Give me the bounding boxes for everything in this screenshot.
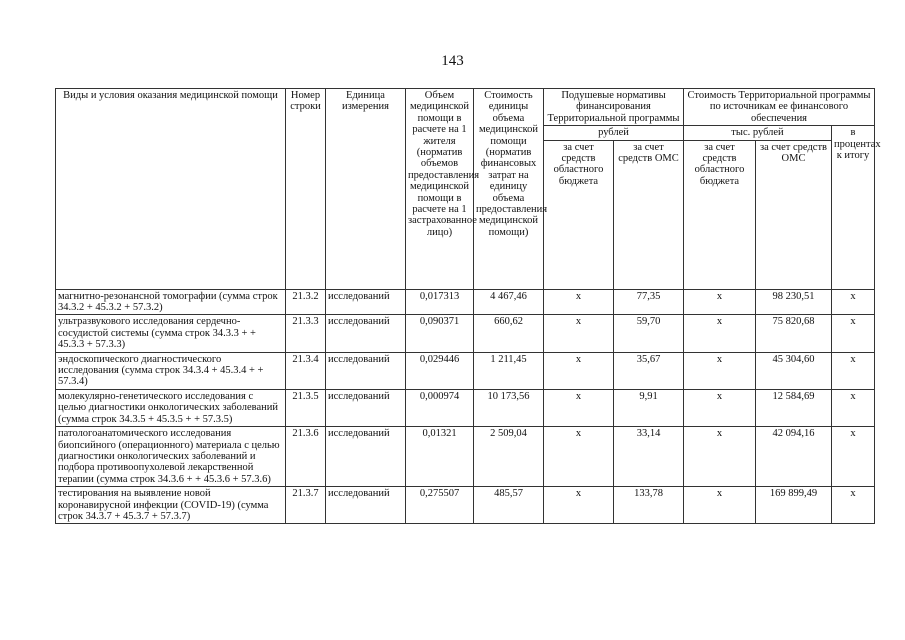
row-tp-budget: х <box>684 352 756 389</box>
row-tp-oms: 169 899,49 <box>756 487 832 524</box>
row-tp-oms: 75 820,68 <box>756 315 832 352</box>
row-number: 21.3.6 <box>286 427 326 487</box>
row-cost: 485,57 <box>474 487 544 524</box>
row-name: тестирования на выявление новой коронавирусной инфекции (COVID-19) (сумма строк 34.3.7 + 45.3.7 + 57.3.7) <box>56 487 286 524</box>
header-row-number: Номер строки <box>286 89 326 290</box>
row-volume: 0,017313 <box>406 289 474 315</box>
row-percent: х <box>832 389 875 426</box>
row-pc-oms: 77,35 <box>614 289 684 315</box>
row-unit: исследований <box>326 352 406 389</box>
row-number: 21.3.3 <box>286 315 326 352</box>
row-volume: 0,000974 <box>406 389 474 426</box>
header-per-capita-norms: Подушевые нормативы финансирования Территориальной программы <box>544 89 684 126</box>
header-unit-rub: рублей <box>544 126 684 140</box>
row-number: 21.3.4 <box>286 352 326 389</box>
header-unit-thousand-rub: тыс. рублей <box>684 126 832 140</box>
row-unit: исследований <box>326 315 406 352</box>
row-pc-oms: 133,78 <box>614 487 684 524</box>
header-tp-oms: за счет средств ОМС <box>756 140 832 289</box>
row-name: эндоскопического диагностического исследования (сумма строк 34.3.4 + 45.3.4 + + 57.3.4) <box>56 352 286 389</box>
header-kinds-of-care: Виды и условия оказания медицинской помощи <box>56 89 286 290</box>
row-tp-oms: 12 584,69 <box>756 389 832 426</box>
row-name: ультразвукового исследования сердечно-сосудистой системы (сумма строк 34.3.3 + + 45.3.3 + 57.3.3) <box>56 315 286 352</box>
row-tp-oms: 98 230,51 <box>756 289 832 315</box>
row-volume: 0,01321 <box>406 427 474 487</box>
row-tp-oms: 45 304,60 <box>756 352 832 389</box>
row-pc-oms: 9,91 <box>614 389 684 426</box>
page-number: 143 <box>441 53 464 69</box>
row-pc-oms: 35,67 <box>614 352 684 389</box>
row-volume: 0,090371 <box>406 315 474 352</box>
row-percent: х <box>832 487 875 524</box>
row-cost: 1 211,45 <box>474 352 544 389</box>
table-row <box>56 289 875 315</box>
row-number: 21.3.2 <box>286 289 326 315</box>
header-program-cost: Стоимость Территориальной программы по источникам ее финансового обеспечения <box>684 89 875 126</box>
row-percent: х <box>832 315 875 352</box>
row-cost: 10 173,56 <box>474 389 544 426</box>
row-cost: 660,62 <box>474 315 544 352</box>
header-percent: в процентах к итогу <box>832 126 875 289</box>
row-tp-budget: х <box>684 389 756 426</box>
row-name: молекулярно-генетического исследования с целью диагностики онкологических заболеваний (сумма строк 34.3.5 + 45.3.5 + + 57.3.5) <box>56 389 286 426</box>
row-percent: х <box>832 352 875 389</box>
row-unit: исследований <box>326 487 406 524</box>
header-unit: Единица измерения <box>326 89 406 290</box>
row-pc-oms: 59,70 <box>614 315 684 352</box>
cost-table <box>55 88 881 524</box>
row-pc-budget: х <box>544 389 614 426</box>
header-unit-cost: Стоимость единицы объема медицинской помощи (норматив финансовых затрат на единицу объема предоставления медицинской помощи) <box>474 89 544 290</box>
row-tp-oms: 42 094,16 <box>756 427 832 487</box>
row-percent: х <box>832 427 875 487</box>
row-unit: исследований <box>326 389 406 426</box>
table-row <box>56 487 875 524</box>
row-pc-budget: х <box>544 289 614 315</box>
row-pc-budget: х <box>544 352 614 389</box>
row-unit: исследований <box>326 289 406 315</box>
row-number: 21.3.7 <box>286 487 326 524</box>
table-row <box>56 389 875 426</box>
header-volume: Объем медицинской помощи в расчете на 1 жителя (норматив объемов предоставления медицинской помощи в расчете на 1 застрахованное лицо) <box>406 89 474 290</box>
row-tp-budget: х <box>684 315 756 352</box>
row-cost: 2 509,04 <box>474 427 544 487</box>
row-number: 21.3.5 <box>286 389 326 426</box>
table-row <box>56 315 875 352</box>
row-tp-budget: х <box>684 289 756 315</box>
row-pc-oms: 33,14 <box>614 427 684 487</box>
row-name: магнитно-резонансной томографии (сумма строк 34.3.2 + 45.3.2 + 57.3.2) <box>56 289 286 315</box>
table-row <box>56 352 875 389</box>
row-tp-budget: х <box>684 487 756 524</box>
row-cost: 4 467,46 <box>474 289 544 315</box>
row-pc-budget: х <box>544 427 614 487</box>
header-pc-oms: за счет средств ОМС <box>614 140 684 289</box>
row-unit: исследований <box>326 427 406 487</box>
row-name: патологоанатомического исследования биопсийного (операционного) материала с целью диагностики онкологических заболеваний и подбора противоопухолевой лекарственной терапии (сумма строк 34.3.6 + + 45.3.6 + 57.3.6) <box>56 427 286 487</box>
row-tp-budget: х <box>684 427 756 487</box>
row-volume: 0,029446 <box>406 352 474 389</box>
row-pc-budget: х <box>544 315 614 352</box>
header-pc-budget: за счет средств областного бюджета <box>544 140 614 289</box>
header-tp-budget: за счет средств областного бюджета <box>684 140 756 289</box>
table-row <box>56 427 875 487</box>
row-percent: х <box>832 289 875 315</box>
row-pc-budget: х <box>544 487 614 524</box>
row-volume: 0,275507 <box>406 487 474 524</box>
